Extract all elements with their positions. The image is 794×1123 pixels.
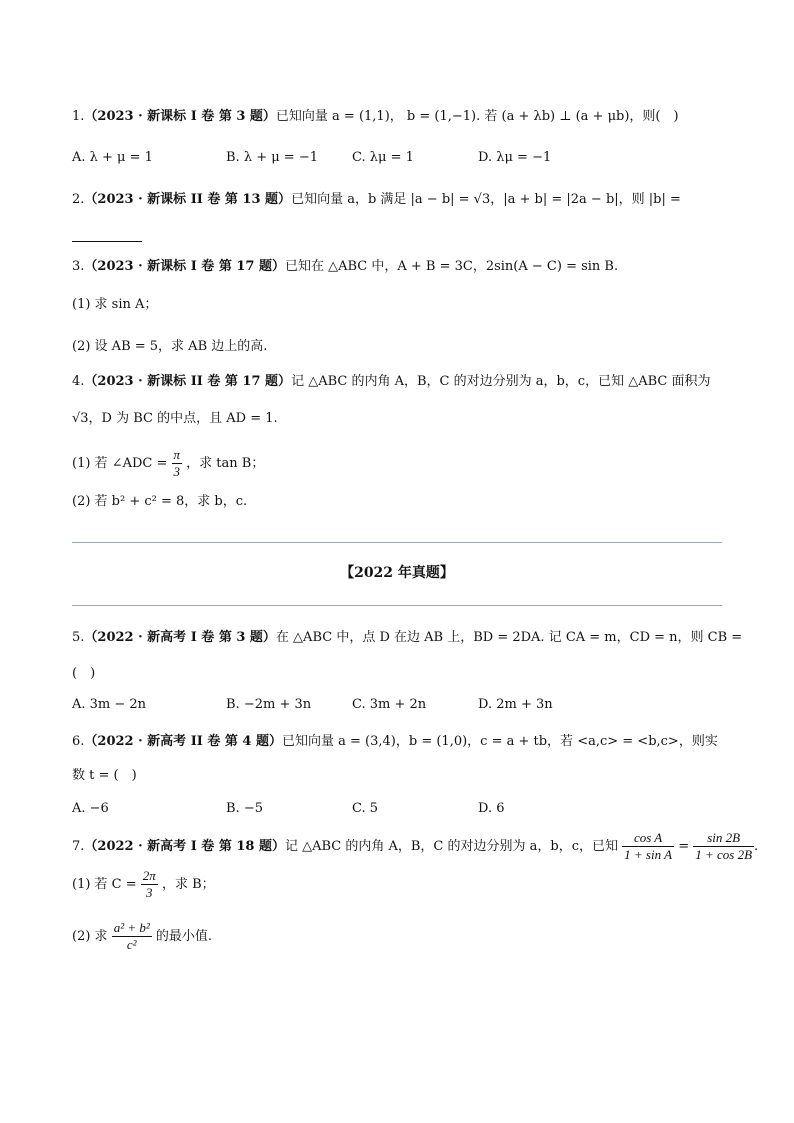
option-a: A. 3m − 2n	[72, 697, 147, 712]
option-d: D. λμ = −1	[478, 150, 552, 165]
question-1	[72, 108, 679, 126]
question-3-part-1: (1) 求 sin A；	[72, 297, 158, 312]
fraction: $\frac{\text{a² + b²}}{\text{c²}}$	[113, 920, 150, 952]
question-2	[72, 191, 681, 209]
section-title: 【2022 年真题】	[340, 565, 454, 581]
question-5-text-line-2: ( )	[72, 666, 96, 681]
section-divider-bottom	[72, 605, 722, 606]
question-source: （2022 · 新高考 I 卷 第 18 题）	[84, 839, 285, 854]
option-b: B. −5	[226, 801, 263, 816]
question-text: 已知向量 a，b 满足 |a − b| = √3，|a + b| = |2a − b|，则 |b| =	[291, 192, 681, 207]
option-c: C. 3m + 2n	[352, 697, 427, 712]
question-text: 记 △ABC 的内角 A，B，C 的对边分别为 a，b，c，已知 △ABC 面积为	[291, 374, 711, 389]
option-d: D. 2m + 3n	[478, 697, 553, 712]
option-b: B. λ + μ = −1	[226, 150, 318, 165]
question-3-part-2: (2) 设 AB = 5，求 AB 边上的高.	[72, 339, 268, 354]
question-number: 7.	[72, 839, 85, 854]
question-number: 3.	[72, 259, 85, 274]
option-b: B. −2m + 3n	[226, 697, 312, 712]
option-c: C. λμ = 1	[352, 150, 414, 165]
question-7-part-2: (2) 求 $\frac{\text{a² + b²}}{\text{c²}}$ 的最小值.	[72, 920, 213, 952]
question-6	[72, 733, 718, 751]
question-5	[72, 629, 742, 647]
question-source: （2022 · 新高考 I 卷 第 3 题）	[84, 630, 276, 645]
question-4-part-2: (2) 若 b² + c² = 8，求 b，c.	[72, 494, 248, 509]
question-number: 6.	[72, 734, 85, 749]
option-a: A. λ + μ = 1	[72, 150, 153, 165]
question-text: 在 △ABC 中，点 D 在边 AB 上，BD = 2DA. 记 CA = m，CD = n，则 CB =	[275, 630, 743, 645]
option-a: A. −6	[72, 801, 109, 816]
question-source: （2023 · 新课标 I 卷 第 3 题）	[84, 109, 276, 124]
question-7: 7.（2022 · 新高考 I 卷 第 18 题）记 △ABC 的内角 A，B，C 的对边分别为 a，b，c，已知 $\frac{\text{cos A}}{\text{1 + sin A}}$ = $\frac{\sin 2B}{1 + \cos 2B}$ .	[72, 830, 759, 862]
question-6-text-line-2: 数 t = ( )	[72, 768, 137, 783]
question-source: （2023 · 新课标 II 卷 第 13 题）	[84, 192, 292, 207]
fraction: $\frac{\sin 2B}{1 + \cos 2B}$	[695, 830, 753, 862]
question-4-text-line-2: √3，D 为 BC 的中点，且 AD = 1.	[72, 411, 278, 426]
option-d: D. 6	[478, 801, 505, 816]
question-text: 记 △ABC 的内角 A，B，C 的对边分别为 a，b，c，已知	[284, 839, 618, 854]
question-3	[72, 258, 618, 276]
fraction: $\frac{\pi}{3}$	[173, 447, 181, 479]
question-text: 已知在 △ABC 中，A + B = 3C，2sin(A − C) = sin B.	[284, 259, 619, 274]
answer-blank	[72, 241, 142, 242]
question-4-part-1: (1) 若 ∠ADC = $\frac{\pi}{3}$ ，求 tan B；	[72, 447, 265, 479]
option-c: C. 5	[352, 801, 379, 816]
question-number: 5.	[72, 630, 85, 645]
question-number: 2.	[72, 192, 85, 207]
fraction: $\frac{2\pi}{3}$	[142, 868, 156, 900]
fraction: $\frac{\text{cos A}}{\text{1 + sin A}}$	[624, 830, 673, 862]
question-source: （2023 · 新课标 II 卷 第 17 题）	[84, 374, 292, 389]
question-7-part-1: (1) 若 C = $\frac{2\pi}{3}$ ，求 B；	[72, 868, 215, 900]
question-text: 已知向量 a = (1,1)， b = (1,−1). 若 (a + λb) ⊥ (a + μb)，则( )	[275, 109, 679, 124]
section-divider-top	[72, 542, 722, 543]
question-4	[72, 373, 710, 391]
question-number: 4.	[72, 374, 85, 389]
question-source: （2023 · 新课标 I 卷 第 17 题）	[84, 259, 285, 274]
question-source: （2022 · 新高考 II 卷 第 4 题）	[84, 734, 283, 749]
question-text: 已知向量 a = (3,4)，b = (1,0)，c = a + tb，若 <a,c> = <b,c>，则实	[282, 734, 718, 749]
question-number: 1.	[72, 109, 85, 124]
